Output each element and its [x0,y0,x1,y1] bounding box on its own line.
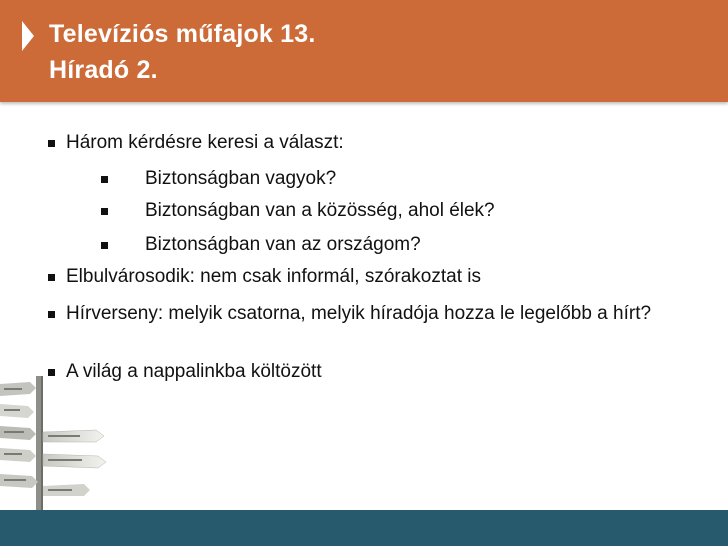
square-bullet-icon [101,208,108,215]
bullet-text: Biztonságban van az országom? [145,234,421,255]
signpost-illustration [0,376,115,511]
square-bullet-icon [48,369,55,376]
square-bullet-icon [48,274,55,281]
footer-bar [0,510,728,546]
bullet-text: Három kérdésre keresi a választ: [66,132,344,153]
bullet-text: Biztonságban vagyok? [145,168,337,189]
bullet-text: Biztonságban van a közösség, ahol élek? [145,200,495,221]
slide-subtitle: Híradó 2. [49,56,158,84]
bullet-text: A világ a nappalinkba költözött [66,361,322,382]
bullet-text: Hírverseny: melyik csatorna, melyik híradója hozza le legelőbb a hírt? [66,303,652,324]
square-bullet-icon [101,176,108,183]
slide-title: Televíziós műfajok 13. [49,20,316,48]
title-bar [0,0,728,102]
square-bullet-icon [48,140,55,147]
square-bullet-icon [101,242,108,249]
triangle-right-icon [21,20,35,52]
bullet-text: Elbulvárosodik: nem csak informál, szórakoztat is [66,266,481,287]
square-bullet-icon [48,311,55,318]
